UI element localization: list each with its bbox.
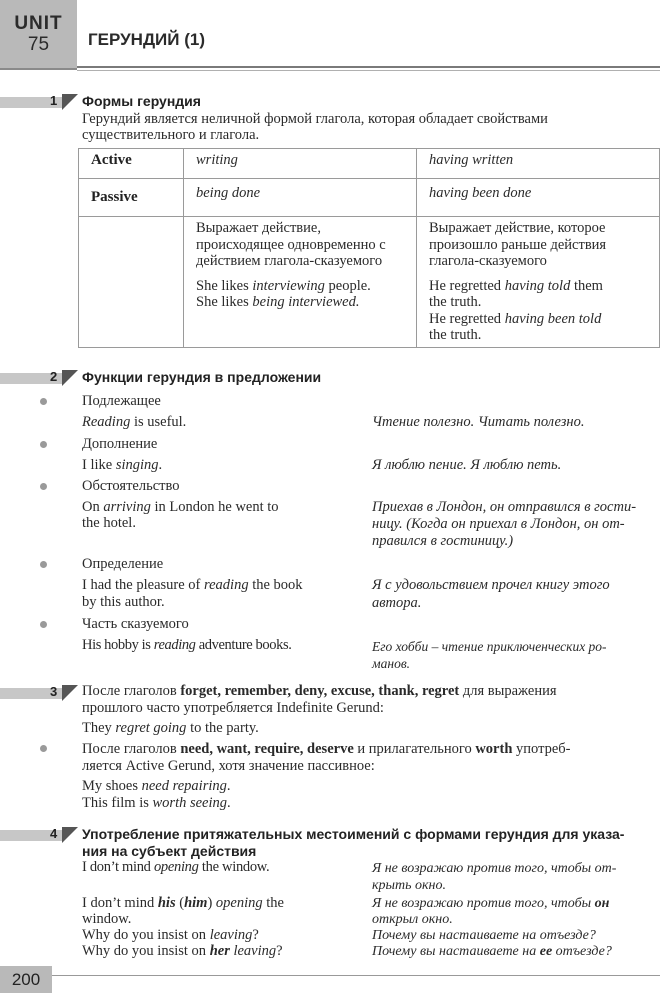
- example-perfect-1: He regretted having told them: [429, 277, 603, 294]
- section-1-number: 1: [50, 93, 58, 108]
- function-translation-attribute-line1: Я с удовольствием прочел книгу этого: [372, 577, 610, 593]
- function-translation-attribute-line2: автора.: [372, 595, 422, 611]
- example-perfect-2: He regretted having been told: [429, 310, 602, 327]
- page-number: 200: [0, 966, 52, 993]
- function-label-predicate: Часть сказуемого: [82, 616, 189, 632]
- section-4-example-2-line2: window.: [82, 911, 132, 927]
- bullet: [40, 398, 47, 405]
- example-simple-2: She likes being interviewed.: [196, 294, 360, 310]
- function-translation-predicate-line2: манов.: [372, 656, 411, 671]
- simple-description-cell: [184, 217, 417, 348]
- section-4-heading-line1: Употребление притяжательных местоимений с формами герундия для указа-: [82, 826, 625, 842]
- header-rule: [77, 66, 660, 68]
- function-example-attribute-line1: I had the pleasure of reading the book: [82, 577, 303, 593]
- section-3-line2: прошлого часто употребляется Indefinite Gerund:: [82, 700, 384, 716]
- section-2-number: 2: [50, 369, 58, 384]
- passive-simple-cell: being done: [184, 179, 417, 217]
- section-2-badge: [0, 370, 80, 386]
- unit-badge: [0, 0, 77, 70]
- function-label-attribute: Определение: [82, 556, 164, 572]
- footer-rule: [52, 975, 660, 976]
- function-label-adverbial: Обстоятельство: [82, 478, 180, 494]
- section-2-heading: Функции герундия в предложении: [82, 369, 322, 385]
- section-4-example-3: Why do you insist on leaving?: [82, 927, 259, 943]
- function-translation-predicate-line1: Его хобби – чтение приключенческих ро-: [372, 639, 607, 654]
- section-4-number: 4: [50, 826, 58, 841]
- section-4-heading-line2: ния на субъект действия: [82, 843, 257, 859]
- perfect-description-cell: [417, 217, 660, 348]
- function-translation-adverbial-line2: ницу. (Когда он приехал в Лондон, он от-: [372, 516, 625, 532]
- function-example-subject: Reading is useful.: [82, 414, 187, 430]
- section-4-translation-3: Почему вы настаиваете на отъезде?: [372, 928, 596, 943]
- function-example-predicate: His hobby is reading adventure books.: [82, 637, 292, 653]
- bullet: [40, 441, 47, 448]
- bullet: [40, 621, 47, 628]
- bullet: [40, 561, 47, 568]
- example-simple-1: She likes interviewing people.: [196, 277, 371, 294]
- function-label-subject: Подлежащее: [82, 393, 161, 409]
- bullet: [40, 483, 47, 490]
- desc-perfect-line3: глагола-сказуемого: [429, 253, 547, 269]
- active-simple-cell: writing: [184, 149, 417, 179]
- function-example-attribute-line2: by this author.: [82, 594, 165, 610]
- section-3-example-2: My shoes need repairing.: [82, 778, 231, 794]
- section-4-translation-2-line2: открыл окно.: [372, 912, 453, 927]
- function-example-adverbial-line2: the hotel.: [82, 515, 136, 531]
- desc-simple-line3: действием глагола-сказуемого: [196, 253, 383, 269]
- section-3-badge: [0, 685, 80, 701]
- active-label-cell: [79, 149, 184, 179]
- function-example-adverbial-line1: On arriving in London he went to: [82, 499, 279, 515]
- function-translation-object: Я люблю пение. Я люблю петь.: [372, 457, 562, 473]
- section-1-badge: [0, 94, 80, 110]
- active-perfect-cell: having written: [417, 149, 660, 179]
- function-label-object: Дополнение: [82, 436, 158, 452]
- section-3-example-3: This film is worth seeing.: [82, 795, 231, 811]
- empty-cell: [79, 217, 184, 348]
- section-4-example-2-line1: I don’t mind his (him) opening the: [82, 895, 284, 911]
- section-4-translation-2-line1: Я не возражаю против того, чтобы он: [372, 896, 610, 911]
- function-translation-adverbial-line3: правился в гостиницу.): [372, 533, 514, 549]
- section-4-example-1: I don’t mind opening the window.: [82, 859, 270, 875]
- passive-label-cell: [79, 179, 184, 217]
- unit-label: UNIT: [14, 13, 63, 34]
- function-translation-subject: Чтение полезно. Читать полезно.: [372, 414, 585, 430]
- example-perfect-2-cont: the truth.: [429, 327, 482, 343]
- section-3-example-1: They regret going to the party.: [82, 720, 259, 736]
- function-translation-adverbial-line1: Приехав в Лондон, он отправился в гости-: [372, 499, 637, 515]
- desc-perfect-line2: произошло раньше действия: [429, 236, 607, 253]
- unit-number: 75: [27, 34, 50, 55]
- section-1-intro-line1: Герундий является неличной формой глагола, которая обладает свойствами: [82, 111, 548, 127]
- bullet: [40, 745, 47, 752]
- section-3-line1: После глаголов forget, remember, deny, excuse, thank, regret для выражения: [82, 683, 557, 699]
- header-rule-thin: [77, 70, 660, 71]
- section-1-heading: Формы герундия: [82, 93, 201, 109]
- desc-simple-line2: происходящее одновременно с: [196, 236, 386, 253]
- desc-perfect-line1: Выражает действие, которое: [429, 220, 606, 236]
- section-1-intro-line2: существительного и глагола.: [82, 127, 260, 143]
- active-label: Active: [91, 152, 132, 168]
- function-example-object: I like singing.: [82, 457, 163, 473]
- section-3-bullet-line1: После глаголов need, want, require, deserve и прилагательного worth употреб-: [82, 741, 571, 757]
- section-3-number: 3: [50, 684, 58, 699]
- section-4-badge: [0, 827, 80, 843]
- passive-perfect-cell: having been done: [417, 179, 660, 217]
- desc-simple-line1: Выражает действие,: [196, 220, 321, 236]
- passive-label: Passive: [91, 189, 138, 205]
- example-perfect-1-cont: the truth.: [429, 294, 482, 310]
- section-4-example-4: Why do you insist on her leaving?: [82, 943, 283, 959]
- section-4-translation-1-line2: крыть окно.: [372, 878, 447, 893]
- gerund-forms-table: [78, 148, 660, 348]
- page-title: ГЕРУНДИЙ (1): [88, 30, 205, 49]
- section-4-translation-4: Почему вы настаиваете на ее отъезде?: [372, 944, 612, 959]
- section-4-translation-1-line1: Я не возражаю против того, чтобы от-: [372, 861, 617, 876]
- section-3-bullet-line2: ляется Active Gerund, хотя значение пассивное:: [82, 758, 375, 774]
